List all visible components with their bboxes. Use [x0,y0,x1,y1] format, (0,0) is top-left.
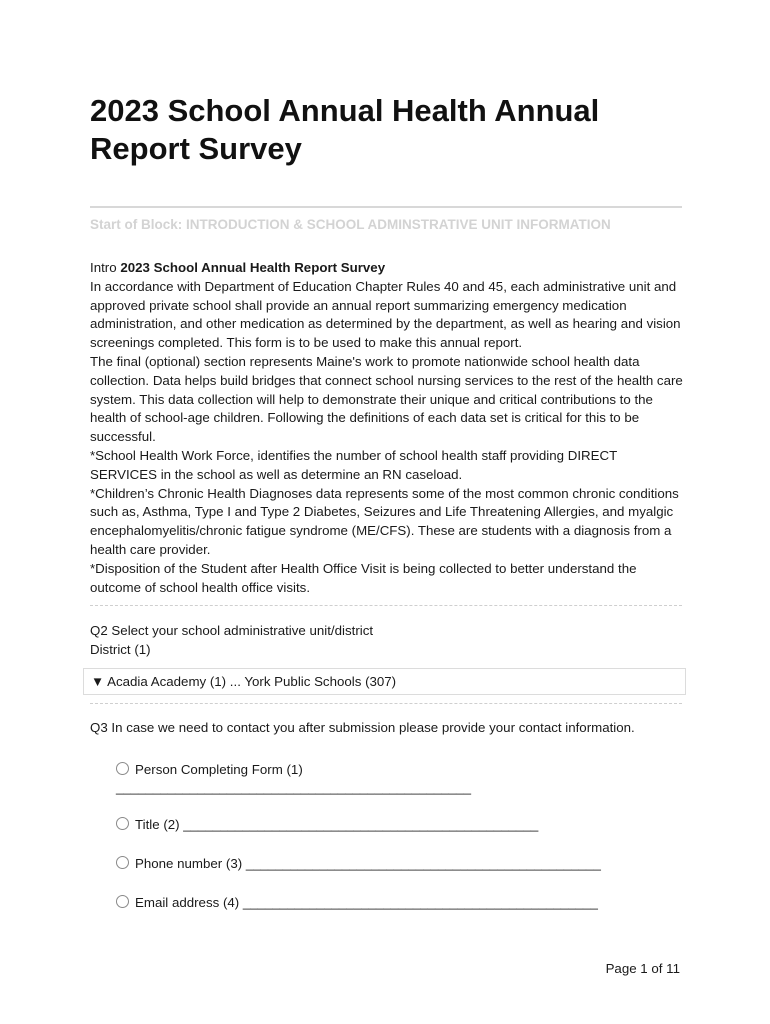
q2-section [90,622,686,660]
question-divider [90,605,682,606]
radio-button[interactable] [116,762,129,775]
block-divider [90,206,682,208]
intro-paragraph: *School Health Work Force, identifies the number of school health staff providing DIRECT SERVICES in the school as well as determine an RN caseload. [90,447,617,482]
intro-paragraph: *Children’s Chronic Health Diagnoses data represents some of the most common chronic conditions such as, Asthma, Type I and Type 2 Diabetes, Seizures and Life Threatening Allergies, and myalgic encephalomyelitis/chronic fatigue syndrome (ME/CFS). These are students with a diagnosis from a health care provider. [90,485,679,557]
intro-paragraph: In accordance with Department of Education Chapter Rules 40 and 45, each administrative unit and approved private school shall provide an annual report summarizing emergency medication administration, and other medication as determined by the department, as well as hearing and vision screenings completed. This form is to be used to make this annual report. [90,278,681,351]
district-dropdown[interactable]: ▼ Acadia Academy (1) ... York Public Schools (307) [83,668,686,695]
contact-option-email[interactable] [116,894,598,913]
radio-button[interactable] [116,895,129,908]
intro-paragraph: The final (optional) section represents Maine's work to promote nationwide school health data collection. Data helps build bridges that connect school nursing services to the rest of the health care system. This data collection will help to demonstrate their unique and critical contributions to the health of school-age children. Following the definitions of each data set is critical for this to be successful. [90,353,683,445]
option-label: Person Completing Form (1) [135,762,303,777]
contact-option-person[interactable] [116,761,303,780]
intro-heading: 2023 School Annual Health Report Survey [120,260,386,275]
option-label: Email address (4) ________________________________________________ [135,895,598,910]
radio-button[interactable] [116,856,129,869]
page-number: Page 1 of 11 [605,961,680,976]
option-label: Phone number (3) ________________________________________________ [135,856,601,871]
radio-button[interactable] [116,817,129,830]
intro-section [90,259,686,597]
intro-heading-line [90,259,686,278]
contact-option-phone[interactable] [116,855,601,874]
question-divider [90,703,682,704]
document-title: 2023 School Annual Health Annual Report Survey [90,93,600,166]
person-name-blank[interactable]: ________________________________________________ [116,780,471,795]
block-start-label: Start of Block: INTRODUCTION & SCHOOL ADMINSTRATIVE UNIT INFORMATION [90,217,611,232]
intro-label: Intro [90,260,117,275]
intro-paragraph: *Disposition of the Student after Health Office Visit is being collected to better understand the outcome of school health office visits. [90,560,637,595]
q2-sublabel: District (1) [90,641,151,657]
contact-option-title[interactable] [116,816,538,835]
q3-question: Q3 In case we need to contact you after submission please provide your contact information. [90,720,635,735]
q2-question: Q2 Select your school administrative unit/district [90,623,374,638]
option-label: Title (2) ________________________________________________ [135,817,539,832]
